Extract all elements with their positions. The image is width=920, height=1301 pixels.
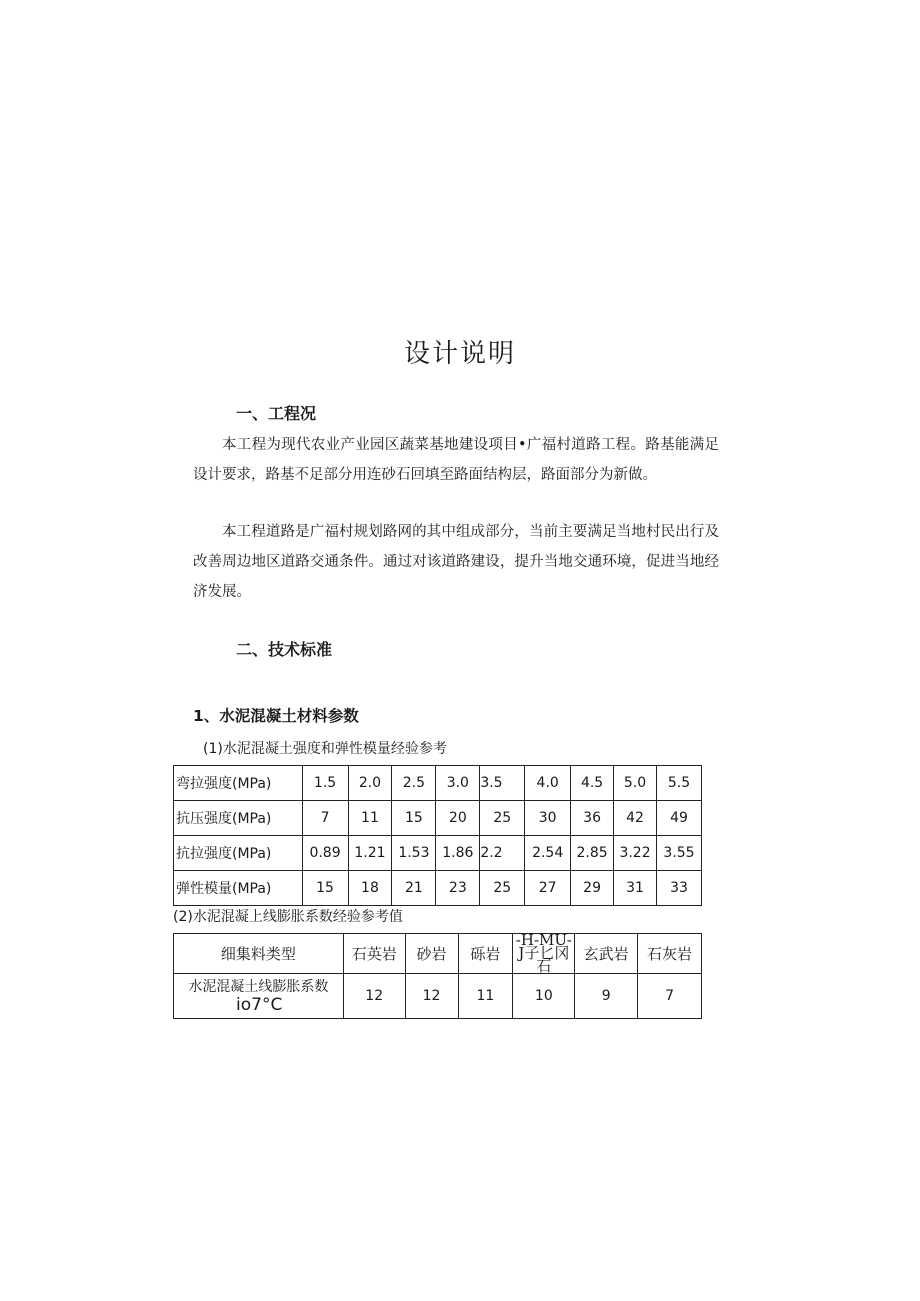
column-header: 砂岩 xyxy=(405,934,458,974)
table1-caption: (1)水泥混凝土强度和弹性模量经验参考 xyxy=(203,741,447,757)
table-cell: 3.22 xyxy=(614,836,657,871)
table-cell: 18 xyxy=(348,871,392,906)
table-cell: 11 xyxy=(458,974,513,1019)
row-label xyxy=(174,974,344,1019)
table-row xyxy=(174,836,702,871)
table-cell: 23 xyxy=(436,871,480,906)
column-header: -H-MU-J子匕冈石 xyxy=(513,934,575,974)
table-row xyxy=(174,974,702,1019)
table-cell: 2.5 xyxy=(392,766,436,801)
table-cell: 20 xyxy=(436,801,480,836)
table-cell: 1.53 xyxy=(392,836,436,871)
table-cell: 5.5 xyxy=(657,766,702,801)
row-label: 抗压强度(MPa) xyxy=(174,801,303,836)
table-cell: 36 xyxy=(571,801,614,836)
table-cell: 12 xyxy=(405,974,458,1019)
table-cell: 1.5 xyxy=(302,766,348,801)
table-cell: 7 xyxy=(638,974,702,1019)
table-cell: 3.5 xyxy=(480,766,525,801)
table-cell: 25 xyxy=(480,801,525,836)
table-cell: 10 xyxy=(513,974,575,1019)
table-cell: 2.54 xyxy=(525,836,571,871)
row-label: 弹性模量(MPa) xyxy=(174,871,303,906)
table-cell: 4.5 xyxy=(571,766,614,801)
table2-caption: (2)水泥混凝上线膨胀系数经验参考值 xyxy=(173,909,403,925)
row-label-unit: io7°C xyxy=(236,995,283,1015)
table-cell: 11 xyxy=(348,801,392,836)
table-row xyxy=(174,801,702,836)
table-cell: 7 xyxy=(302,801,348,836)
table-cell: 21 xyxy=(392,871,436,906)
section-heading-overview: 一、工程况 xyxy=(236,404,317,423)
row-label: 抗拉强度(MPa) xyxy=(174,836,303,871)
column-header: 细集料类型 xyxy=(174,934,344,974)
thermal-expansion-table xyxy=(173,933,702,1019)
table-cell: 2.2 xyxy=(480,836,525,871)
table-row xyxy=(174,871,702,906)
column-header: 砾岩 xyxy=(458,934,513,974)
row-label-text: 水泥混凝土线膨胀系数 xyxy=(188,979,329,995)
paragraph-project-purpose: 本工程道路是广福村规划路网的其中组成部分，当前主要满足当地村民出行及改善周边地区道路交通条件。通过对该道路建设，提升当地交通环境，促进当地经济发展。 xyxy=(193,524,719,600)
column-header: 玄武岩 xyxy=(575,934,638,974)
row-label: 弯拉强度(MPa) xyxy=(174,766,303,801)
table-cell: 27 xyxy=(525,871,571,906)
table-cell: 29 xyxy=(571,871,614,906)
table-cell: 2.85 xyxy=(571,836,614,871)
table-cell: 25 xyxy=(480,871,525,906)
table-cell: 4.0 xyxy=(525,766,571,801)
table-cell: 12 xyxy=(343,974,405,1019)
concrete-strength-table xyxy=(173,765,702,906)
table-cell: 42 xyxy=(614,801,657,836)
table-cell: 1.21 xyxy=(348,836,392,871)
table-cell: 30 xyxy=(525,801,571,836)
table-row xyxy=(174,766,702,801)
page-title: 设计说明 xyxy=(403,339,516,369)
table-cell: 0.89 xyxy=(302,836,348,871)
column-header: 石英岩 xyxy=(343,934,405,974)
table-cell: 49 xyxy=(657,801,702,836)
table-cell: 15 xyxy=(392,801,436,836)
table-cell: 1.86 xyxy=(436,836,480,871)
table-cell: 15 xyxy=(302,871,348,906)
table-cell: 2.0 xyxy=(348,766,392,801)
subsection-heading-concrete-params: 1、水泥混凝土材料参数 xyxy=(193,707,359,725)
table-cell: 33 xyxy=(657,871,702,906)
column-header: 石灰岩 xyxy=(638,934,702,974)
table-cell: 3.55 xyxy=(657,836,702,871)
table-cell: 31 xyxy=(614,871,657,906)
paragraph-project-intro: 本工程为现代农业产业园区蔬菜基地建设项目•广福村道路工程。路基能满足设计要求，路基不足部分用连砂石回填至路面结构层，路面部分为新做。 xyxy=(193,437,719,483)
table-cell: 9 xyxy=(575,974,638,1019)
table-cell: 5.0 xyxy=(614,766,657,801)
section-heading-technical-standards: 二、技术标准 xyxy=(236,640,333,659)
table-header-row xyxy=(174,934,702,974)
table-cell: 3.0 xyxy=(436,766,480,801)
